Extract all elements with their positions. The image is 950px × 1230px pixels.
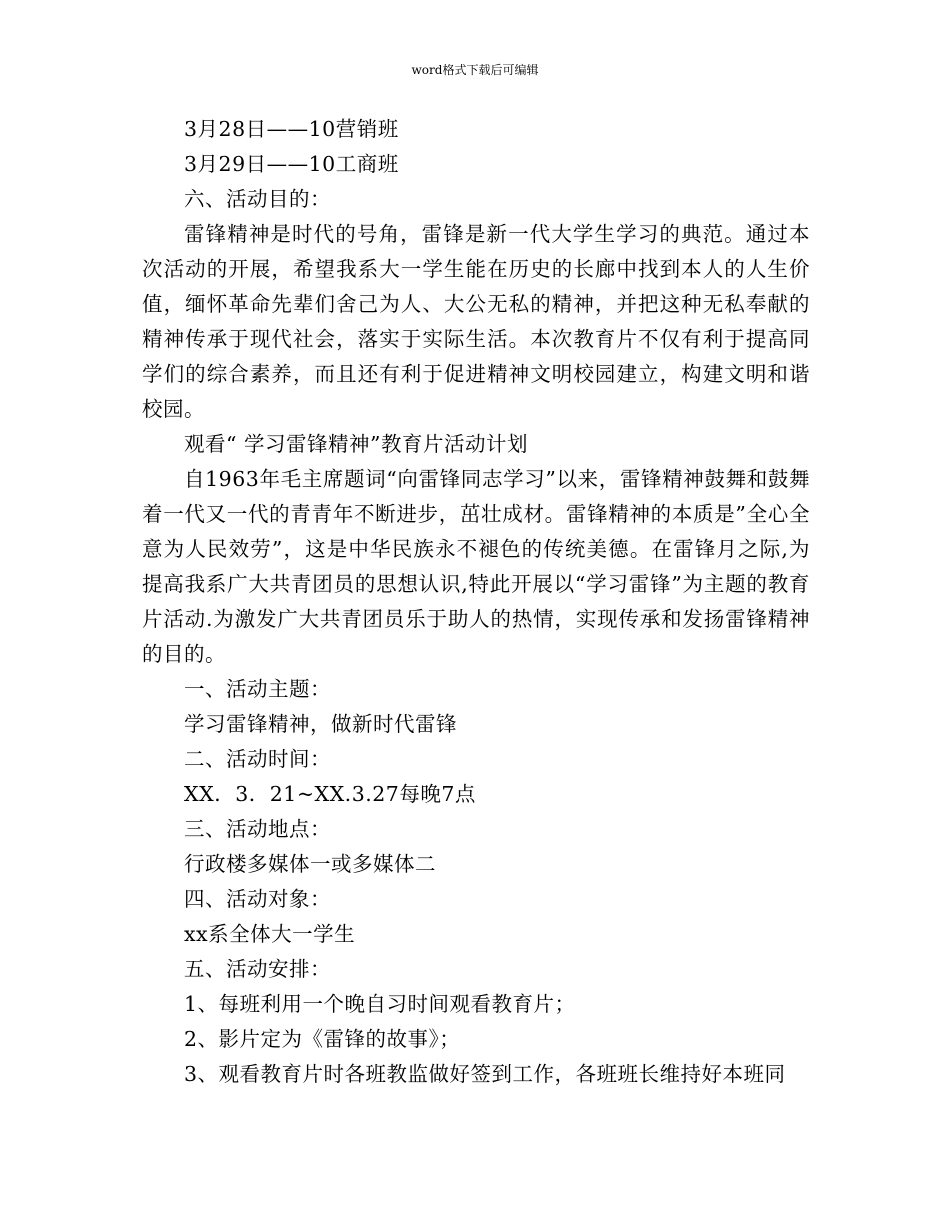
audience-heading: 四、活动对象：	[184, 887, 331, 911]
plan-title: 观看“ 学习雷锋精神”教育片活动计划	[184, 432, 528, 456]
time-heading: 二、活动时间：	[184, 747, 331, 771]
purpose-heading: 六、活动目的：	[184, 187, 331, 211]
arrangement-item-1: 1、每班利用一个晚自习时间观看教育片；	[184, 992, 576, 1016]
audience-value: xx系全体大一学生	[184, 922, 356, 946]
place-value: 行政楼多媒体一或多媒体二	[184, 852, 436, 876]
arrangement-item-2: 2、影片定为《雷锋的故事》；	[184, 1027, 461, 1051]
arrangement-heading: 五、活动安排：	[184, 957, 331, 981]
place-heading: 三、活动地点：	[184, 817, 331, 841]
arrangement-item-3: 3、观看教育片时各班教监做好签到工作，各班班长维持好本班同	[184, 1062, 786, 1086]
theme-heading: 一、活动主题：	[184, 677, 331, 701]
time-value: XX．3．21~XX.3.27每晚7点	[184, 782, 476, 806]
intro-paragraph: 自1963年毛主席题词“向雷锋同志学习”以来，雷锋精神鼓舞和鼓舞着一代又一代的青青年不断进步，茁壮成材。雷锋精神的本质是”全心全意为人民效劳”，这是中华民族永不褪色的传统美德。在雷锋月之际,为提高我系广大共青团员的思想认识,特此开展以“学习雷锋”为主题的教育片活动.为激发广大共青团员乐于助人的热情，实现传承和发扬雷锋精神的目的。	[142, 467, 810, 666]
schedule-line-1: 3月28日——10营销班	[184, 117, 399, 141]
page-header: word格式下载后可编辑	[411, 63, 539, 77]
schedule-line-2: 3月29日——10工商班	[184, 152, 399, 176]
purpose-paragraph: 雷锋精神是时代的号角，雷锋是新一代大学生学习的典范。通过本次活动的开展，希望我系大一学生能在历史的长廊中找到本人的人生价值，缅怀革命先辈们舍己为人、大公无私的精神，并把这种无私奉献的精神传承于现代社会，落实于实际生活。本次教育片不仅有利于提高同学们的综合素养，而且还有利于促进精神文明校园建立，构建文明和谐校园。	[142, 222, 810, 421]
theme-value: 学习雷锋精神，做新时代雷锋	[184, 712, 457, 736]
document-body	[142, 112, 810, 1092]
